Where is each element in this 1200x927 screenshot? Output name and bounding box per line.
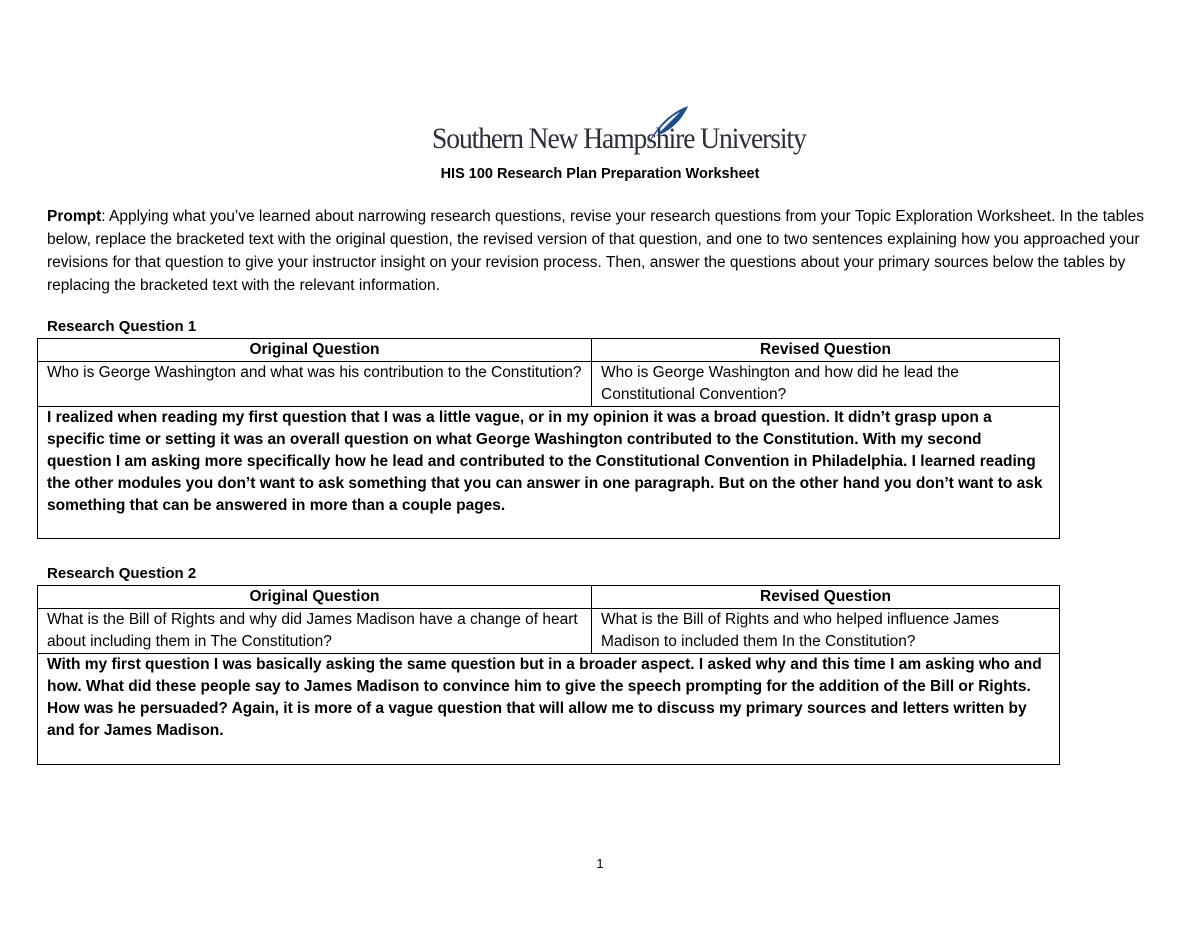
original-question-cell: What is the Bill of Rights and why did James Madison have a change of heart about including them in The Constitution? xyxy=(38,609,592,654)
original-question-header: Original Question xyxy=(38,586,592,609)
revision-explanation-cell: I realized when reading my first question that I was a little vague, or in my opinion it was a broad question. It didn’t grasp upon a specific time or setting it was an overall question on what George Washington contributed to the Constitution. With my second question I am asking more specifically how he lead and contributed to the Constitutional Convention in Philadelphia. I learned reading the other modules you don’t want to ask something that you can answer in one paragraph. But on the other hand you don’t want to ask something that can be answered in more than a couple pages. xyxy=(38,407,1060,539)
revised-question-header: Revised Question xyxy=(592,586,1060,609)
leaf-logo-icon xyxy=(644,104,692,146)
prompt-label: Prompt xyxy=(47,208,102,225)
revised-question-cell: What is the Bill of Rights and who helped influence James Madison to included them In the Constitution? xyxy=(592,609,1060,654)
page-number: 1 xyxy=(596,856,604,871)
revised-question-cell: Who is George Washington and how did he lead the Constitutional Convention? xyxy=(592,362,1060,407)
research-question-2-table xyxy=(37,585,1060,765)
original-question-cell: Who is George Washington and what was his contribution to the Constitution? xyxy=(38,362,592,407)
prompt-text: : Applying what you’ve learned about narrowing research questions, revise your research questions from your Topic Exploration Worksheet. In the tables below, replace the bracketed text with the original question, the revised version of that question, and one to two sentences explaining how you approached your revisions for that question to give your instructor insight on your revision process. Then, answer the questions about your primary sources below the tables by replacing the bracketed text with the relevant information. xyxy=(47,208,1145,294)
original-question-header: Original Question xyxy=(38,339,592,362)
worksheet-title: HIS 100 Research Plan Preparation Worksheet xyxy=(440,166,760,182)
revised-question-header: Revised Question xyxy=(592,339,1060,362)
research-question-2-label: Research Question 2 xyxy=(47,565,197,582)
logo-text: Southern New Hampshire University xyxy=(432,122,806,155)
prompt-paragraph xyxy=(47,205,1157,297)
revision-explanation-cell: With my first question I was basically asking the same question but in a broader aspect. I asked why and this time I am asking who and how. What did these people say to James Madison to convince him to give the speech prompting for the addition of the Bill or Rights. How was he persuaded? Again, it is more of a vague question that will allow me to discuss my primary sources and letters written by and for James Madison. xyxy=(38,654,1060,765)
university-logo xyxy=(432,104,806,160)
research-question-1-table xyxy=(37,338,1060,539)
research-question-1-label: Research Question 1 xyxy=(47,318,197,335)
